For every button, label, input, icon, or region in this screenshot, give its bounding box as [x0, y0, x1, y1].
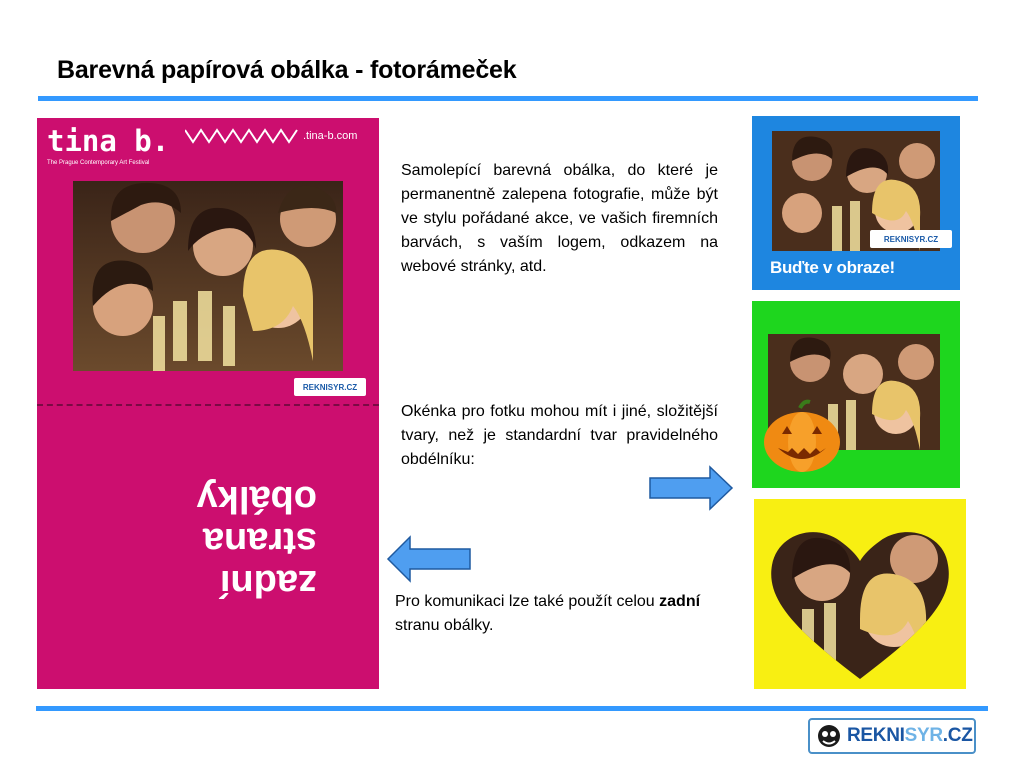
example-blue-frame	[752, 116, 960, 290]
footer-logo	[808, 718, 976, 754]
footer-logo-text	[847, 725, 973, 747]
zigzag-decoration	[185, 126, 300, 146]
p3-text-start: Pro komunikaci lze také použít celou	[395, 593, 660, 610]
example-yellow-frame	[754, 499, 966, 689]
brand-subtitle: The Prague Contemporary Art Festival	[47, 160, 150, 166]
heart-photo-window	[754, 499, 966, 689]
example-blue-logo: REKNISYR.CZ	[870, 230, 952, 248]
back-line-3: obálky	[196, 478, 317, 520]
arrow-left-icon	[386, 535, 472, 583]
p3-bold: zadní	[659, 593, 701, 610]
p3-text-end: stranu obálky.	[395, 617, 494, 634]
brand-name: tina b.	[47, 124, 170, 158]
logo-part-2: SYR	[904, 725, 943, 746]
pumpkin-icon	[762, 398, 842, 474]
back-side-paragraph	[395, 590, 725, 638]
logo-part-3: .CZ	[942, 725, 973, 746]
back-side-text	[77, 478, 317, 604]
speech-bubble-logo-icon	[816, 723, 842, 749]
envelope-photo	[73, 181, 343, 371]
arrow-right-icon	[648, 465, 734, 511]
shapes-paragraph: Okénka pro fotku mohou mít i jiné, složitější tvary, než je standardní tvar pravidelného obdélníku:	[401, 403, 718, 468]
example-green-frame	[752, 301, 960, 488]
example-blue-caption: Buďte v obraze!	[770, 258, 895, 277]
envelope-sample	[37, 118, 379, 689]
back-line-1: zadní	[219, 562, 317, 604]
envelope-logo: REKNISYR.CZ	[294, 378, 366, 396]
bottom-divider	[36, 706, 988, 711]
fold-line	[37, 404, 379, 406]
back-line-2: strana	[202, 520, 317, 562]
website-text: .tina-b.com	[303, 130, 358, 142]
logo-part-1: REKNI	[847, 725, 905, 746]
description-paragraph: Samolepící barevná obálka, do které je permanentně zalepena fotografie, může být ve stylu pořádané akce, ve vašich firemních barvách, s vaším logem, odkazem na webové stránky, atd.	[401, 162, 718, 275]
top-divider	[38, 96, 978, 101]
page-title: Barevná papírová obálka - fotorámeček	[57, 56, 517, 84]
